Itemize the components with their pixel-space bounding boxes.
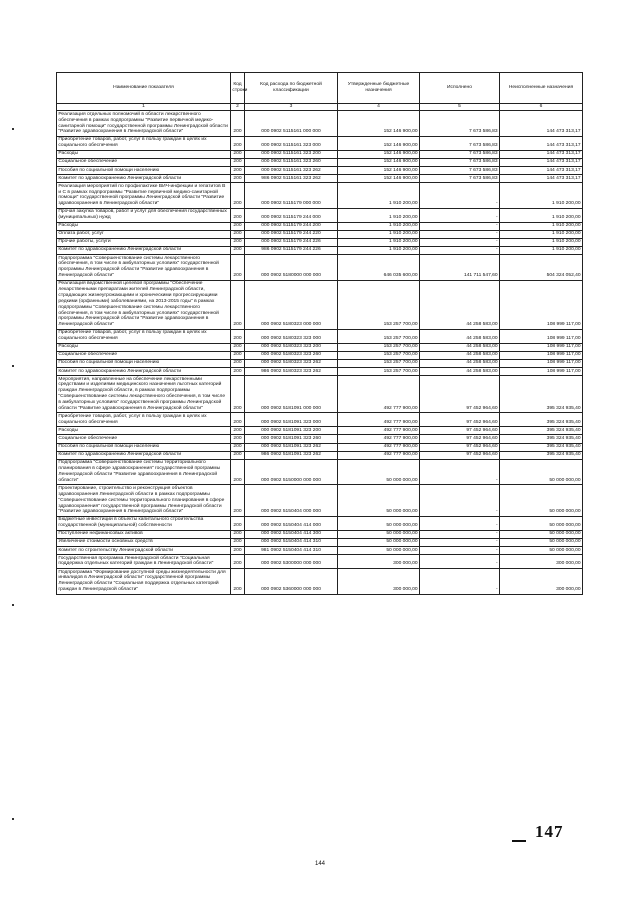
executed-amount-cell: - [420, 183, 500, 209]
expense-code-cell: 000 0902 5180323 323 000 [245, 329, 338, 343]
table-row [57, 459, 583, 485]
approved-amount-cell: 492 777 900,00 [338, 427, 420, 435]
line-code-cell: 200 [231, 158, 245, 166]
indicator-name-cell: Пособия по социальной помощи населению [57, 166, 231, 174]
indicator-name-cell: Мероприятия, направленные на обеспечение лекарственными средствами и изделиями медицинского назначения льготных категорий граждан Ленинградской области, в рамках подпрограммы "Совершенствование системы лекарственного обеспечения, в том числе в амбулаторных условиях" государственной программы Ленинградской области "Развитие здравоохранения в Ленинградской области" [57, 376, 231, 413]
expense-code-cell: 000 0902 5180323 323 260 [245, 351, 338, 359]
line-code-cell: 200 [231, 246, 245, 254]
approved-amount-cell: 153 257 700,00 [338, 280, 420, 329]
indicator-name-cell: Социальное обеспечение [57, 435, 231, 443]
approved-amount-cell: 492 777 900,00 [338, 435, 420, 443]
expense-code-cell: 000 0902 5360000 000 000 [245, 568, 338, 594]
approved-amount-cell: 50 000 000,00 [338, 459, 420, 485]
line-code-cell: 200 [231, 230, 245, 238]
expense-code-cell: 000 0902 5150404 414 000 [245, 516, 338, 530]
indicator-name-cell: Расходы [57, 343, 231, 351]
table-row [57, 367, 583, 375]
executed-amount-cell: - [420, 208, 500, 222]
executed-amount-cell: - [420, 568, 500, 594]
line-code-cell: 200 [231, 254, 245, 280]
executed-amount-cell: 7 673 586,83 [420, 166, 500, 174]
indicator-name-cell: Социальное обеспечение [57, 158, 231, 166]
executed-amount-cell: - [420, 485, 500, 517]
approved-amount-cell: 152 146 900,00 [338, 150, 420, 158]
line-code-cell: 200 [231, 136, 245, 150]
remaining-amount-cell: 50 000 000,00 [500, 538, 583, 546]
expense-code-cell: 000 0902 5115161 000 000 [245, 111, 338, 137]
indicator-name-cell: Реализация отдельных полномочий в области лекарственного обеспечения в рамках подпрограммы "Развитие первичной медико-санитарной помощи" государственной программы Ленинградской области "Развитие здравоохранения в Ленинградской области" [57, 111, 231, 137]
executed-amount-cell: - [420, 230, 500, 238]
executed-amount-cell: 44 258 583,00 [420, 351, 500, 359]
remaining-amount-cell: 395 324 935,40 [500, 413, 583, 427]
remaining-amount-cell: 144 473 313,17 [500, 166, 583, 174]
approved-amount-cell: 153 257 700,00 [338, 367, 420, 375]
executed-amount-cell: - [420, 546, 500, 554]
expense-code-cell: 986 0902 5180323 323 262 [245, 367, 338, 375]
approved-amount-cell: 50 000 000,00 [338, 516, 420, 530]
line-code-cell: 200 [231, 376, 245, 413]
remaining-amount-cell: 395 324 935,40 [500, 451, 583, 459]
table-row [57, 230, 583, 238]
remaining-amount-cell: 108 999 117,00 [500, 359, 583, 367]
line-code-cell: 200 [231, 530, 245, 538]
remaining-amount-cell: 144 473 313,17 [500, 175, 583, 183]
executed-amount-cell: 97 452 964,60 [420, 413, 500, 427]
line-code-cell: 200 [231, 111, 245, 137]
expense-code-cell: 000 0902 5115161 323 262 [245, 166, 338, 174]
table-row [57, 427, 583, 435]
executed-amount-cell: 7 673 586,83 [420, 175, 500, 183]
indicator-name-cell: Приобретение товаров, работ, услуг в пользу граждан в целях их социального обеспечения [57, 413, 231, 427]
remaining-amount-cell: 395 324 935,40 [500, 443, 583, 451]
line-code-cell: 200 [231, 459, 245, 485]
executed-amount-cell: - [420, 530, 500, 538]
table-row [57, 175, 583, 183]
indicator-name-cell: Расходы [57, 150, 231, 158]
table-row [57, 359, 583, 367]
approved-amount-cell: 153 257 700,00 [338, 359, 420, 367]
indicator-name-cell: Расходы [57, 427, 231, 435]
expense-code-cell: 000 0902 5115179 244 200 [245, 222, 338, 230]
remaining-amount-cell: 395 324 935,40 [500, 435, 583, 443]
table-row [57, 413, 583, 427]
column-number: 6 [500, 104, 583, 111]
header-approved: Утвержденные бюджетные назначения [338, 73, 420, 104]
executed-amount-cell: 44 258 583,00 [420, 280, 500, 329]
line-code-cell: 200 [231, 413, 245, 427]
line-code-cell: 200 [231, 208, 245, 222]
executed-amount-cell: - [420, 238, 500, 246]
remaining-amount-cell: 1 910 200,00 [500, 238, 583, 246]
table-row [57, 343, 583, 351]
remaining-amount-cell: 395 324 935,40 [500, 427, 583, 435]
approved-amount-cell: 1 910 200,00 [338, 208, 420, 222]
indicator-name-cell: Комитет по строительству Ленинградской области [57, 546, 231, 554]
margin-mark [12, 128, 14, 130]
indicator-name-cell: Реализация мероприятий по профилактике ВИЧ-инфекции и гепатитов В и С в рамках подпрограммы "Развитие первичной медико-санитарной помощи" государственной программы Ленинградской области "Развитие здравоохранения в Ленинградской области" [57, 183, 231, 209]
line-code-cell: 200 [231, 538, 245, 546]
executed-amount-cell: 44 258 583,00 [420, 343, 500, 351]
table-row [57, 538, 583, 546]
column-number: 4 [338, 104, 420, 111]
executed-amount-cell: - [420, 246, 500, 254]
remaining-amount-cell: 1 910 200,00 [500, 222, 583, 230]
remaining-amount-cell: 50 000 000,00 [500, 485, 583, 517]
remaining-amount-cell: 108 999 117,00 [500, 367, 583, 375]
approved-amount-cell: 1 910 200,00 [338, 222, 420, 230]
indicator-name-cell: Увеличение стоимости основных средств [57, 538, 231, 546]
line-code-cell: 200 [231, 150, 245, 158]
line-code-cell: 200 [231, 166, 245, 174]
executed-amount-cell: 97 452 964,60 [420, 435, 500, 443]
table-row [57, 435, 583, 443]
approved-amount-cell: 492 777 900,00 [338, 376, 420, 413]
indicator-name-cell: Прочие работы, услуги [57, 238, 231, 246]
remaining-amount-cell: 50 000 000,00 [500, 459, 583, 485]
expense-code-cell: 000 0902 5180323 323 200 [245, 343, 338, 351]
margin-mark [12, 818, 14, 820]
line-code-cell: 200 [231, 443, 245, 451]
indicator-name-cell: Подпрограмма "Совершенствование системы территориального планирования в сфере здравоохранения" государственной программы Ленинградской области "Развитие здравоохранения в Ленинградской области" [57, 459, 231, 485]
expense-code-cell: 000 0902 5150404 414 300 [245, 530, 338, 538]
table-row [57, 280, 583, 329]
header-expense-code: Код расхода по бюджетной классификации [245, 73, 338, 104]
line-code-cell: 200 [231, 435, 245, 443]
executed-amount-cell: 7 673 586,83 [420, 158, 500, 166]
line-code-cell: 200 [231, 329, 245, 343]
remaining-amount-cell: 144 473 313,17 [500, 111, 583, 137]
approved-amount-cell: 152 146 900,00 [338, 158, 420, 166]
executed-amount-cell: - [420, 459, 500, 485]
table-row [57, 516, 583, 530]
remaining-amount-cell: 144 473 313,17 [500, 150, 583, 158]
stamp-dash [512, 840, 526, 842]
approved-amount-cell: 152 146 900,00 [338, 111, 420, 137]
expense-code-cell: 000 0902 5115161 323 260 [245, 158, 338, 166]
line-code-cell: 200 [231, 555, 245, 569]
line-code-cell: 200 [231, 568, 245, 594]
expense-code-cell: 000 0902 5181091 323 262 [245, 443, 338, 451]
remaining-amount-cell: 300 000,00 [500, 555, 583, 569]
approved-amount-cell: 300 000,00 [338, 568, 420, 594]
remaining-amount-cell: 50 000 000,00 [500, 516, 583, 530]
expense-code-cell: 000 0902 5181091 323 260 [245, 435, 338, 443]
indicator-name-cell: Реализация ведомственной целевой программы "Обеспечение лекарственными препаратами жителей Ленинградской области, страдающих жизнеугрожающими и хроническими прогрессирующими редкими (орфанными) заболеваниями, на 2013-2015 годы" в рамках подпрограммы "Совершенствование системы лекарственного обеспечения, в том числе в амбулаторных условиях" государственной программы Ленинградской области "Развитие здравоохранения в Ленинградской области" [57, 280, 231, 329]
executed-amount-cell: - [420, 538, 500, 546]
line-code-cell: 200 [231, 238, 245, 246]
approved-amount-cell: 153 257 700,00 [338, 343, 420, 351]
indicator-name-cell: Проектирование, строительство и реконструкция объектов здравоохранения Ленинградской области в рамках подпрограммы "Совершенствование системы территориального планирования в сфере здравоохранения" государственной программы Ленинградской области "Развитие здравоохранения в Ленинградской области" [57, 485, 231, 517]
table-row [57, 111, 583, 137]
expense-code-cell: 000 0902 5115179 244 000 [245, 208, 338, 222]
expense-code-cell: 000 0902 5115179 244 220 [245, 230, 338, 238]
remaining-amount-cell: 108 999 117,00 [500, 343, 583, 351]
approved-amount-cell: 50 000 000,00 [338, 546, 420, 554]
line-code-cell: 200 [231, 280, 245, 329]
line-code-cell: 200 [231, 367, 245, 375]
header-executed: Исполнено [420, 73, 500, 104]
executed-amount-cell: 141 711 547,60 [420, 254, 500, 280]
remaining-amount-cell: 504 324 052,40 [500, 254, 583, 280]
column-number: 3 [245, 104, 338, 111]
approved-amount-cell: 1 910 200,00 [338, 183, 420, 209]
approved-amount-cell: 50 000 000,00 [338, 538, 420, 546]
line-code-cell: 200 [231, 175, 245, 183]
remaining-amount-cell: 108 999 117,00 [500, 329, 583, 343]
indicator-name-cell: Социальное обеспечение [57, 351, 231, 359]
indicator-name-cell: Приобретение товаров, работ, услуг в пользу граждан в целях их социального обеспечения [57, 136, 231, 150]
table-row [57, 568, 583, 594]
table-row [57, 183, 583, 209]
executed-amount-cell: - [420, 222, 500, 230]
indicator-name-cell: Бюджетные инвестиции в объекты капитального строительства государственной (муниципальной) собственности [57, 516, 231, 530]
indicator-name-cell: Комитет по здравоохранению Ленинградской области [57, 246, 231, 254]
indicator-name-cell: Подпрограмма "Совершенствование системы лекарственного обеспечения, в том числе в амбулаторных условиях" государственной программы Ленинградской области "Развитие здравоохранения в Ленинградской области" [57, 254, 231, 280]
column-number-row [57, 104, 583, 111]
expense-code-cell: 000 0902 5115161 323 200 [245, 150, 338, 158]
approved-amount-cell: 50 000 000,00 [338, 485, 420, 517]
table-row [57, 222, 583, 230]
page-number: 144 [314, 861, 325, 867]
expense-code-cell: 000 0902 5181091 323 200 [245, 427, 338, 435]
remaining-amount-cell: 1 910 200,00 [500, 208, 583, 222]
executed-amount-cell: 44 258 583,00 [420, 329, 500, 343]
line-code-cell: 200 [231, 546, 245, 554]
remaining-amount-cell: 50 000 000,00 [500, 546, 583, 554]
remaining-amount-cell: 1 910 200,00 [500, 230, 583, 238]
remaining-amount-cell: 1 910 200,00 [500, 246, 583, 254]
expense-code-cell: 000 0902 5181091 000 000 [245, 376, 338, 413]
table-row [57, 158, 583, 166]
approved-amount-cell: 1 910 200,00 [338, 246, 420, 254]
table-row [57, 166, 583, 174]
line-code-cell: 200 [231, 485, 245, 517]
remaining-amount-cell: 144 473 313,17 [500, 136, 583, 150]
header-line-code: Код строки [231, 73, 245, 104]
column-number: 2 [231, 104, 245, 111]
table-row [57, 136, 583, 150]
expense-code-cell: 000 0902 5180323 000 000 [245, 280, 338, 329]
table-row [57, 376, 583, 413]
executed-amount-cell: - [420, 555, 500, 569]
indicator-name-cell: Комитет по здравоохранению Ленинградской области [57, 367, 231, 375]
executed-amount-cell: 7 673 586,83 [420, 111, 500, 137]
expense-code-cell: 000 0902 5115179 244 226 [245, 238, 338, 246]
remaining-amount-cell: 108 999 117,00 [500, 280, 583, 329]
expense-code-cell: 986 0902 5115179 244 226 [245, 246, 338, 254]
indicator-name-cell: Пособия по социальной помощи населению [57, 359, 231, 367]
table-header-row [57, 73, 583, 104]
approved-amount-cell: 300 000,00 [338, 555, 420, 569]
line-code-cell: 200 [231, 451, 245, 459]
expense-code-cell: 986 0902 5181091 323 262 [245, 451, 338, 459]
handwritten-page-stamp: 147 [535, 822, 564, 841]
line-code-cell: 200 [231, 516, 245, 530]
approved-amount-cell: 1 910 200,00 [338, 230, 420, 238]
approved-amount-cell: 153 257 700,00 [338, 351, 420, 359]
table-row [57, 451, 583, 459]
line-code-cell: 200 [231, 343, 245, 351]
approved-amount-cell: 492 777 900,00 [338, 443, 420, 451]
remaining-amount-cell: 1 910 200,00 [500, 183, 583, 209]
table-body [57, 111, 583, 594]
expense-code-cell: 000 0902 5150000 000 000 [245, 459, 338, 485]
line-code-cell: 200 [231, 359, 245, 367]
approved-amount-cell: 152 146 900,00 [338, 166, 420, 174]
indicator-name-cell: Государственная программа Ленинградской области "Социальная поддержка отдельных категорий граждан в Ленинградской области" [57, 555, 231, 569]
table-row [57, 238, 583, 246]
approved-amount-cell: 152 146 900,00 [338, 175, 420, 183]
approved-amount-cell: 492 777 900,00 [338, 413, 420, 427]
column-number: 5 [420, 104, 500, 111]
table-row [57, 150, 583, 158]
approved-amount-cell: 646 035 600,00 [338, 254, 420, 280]
expense-code-cell: 000 0902 5150404 414 310 [245, 538, 338, 546]
remaining-amount-cell: 50 000 000,00 [500, 530, 583, 538]
indicator-name-cell: Пособия по социальной помощи населению [57, 443, 231, 451]
margin-mark [12, 604, 14, 606]
remaining-amount-cell: 300 000,00 [500, 568, 583, 594]
table-row [57, 208, 583, 222]
approved-amount-cell: 492 777 900,00 [338, 451, 420, 459]
expense-code-cell: 000 0902 5180323 323 262 [245, 359, 338, 367]
table-row [57, 546, 583, 554]
budget-execution-table [56, 72, 583, 595]
indicator-name-cell: Подпрограмма "Формирование доступной среды жизнедеятельности для инвалидов в Ленинградской области" государственной программы Ленинградской области "Социальная поддержка отдельных категорий граждан в Ленинградской области" [57, 568, 231, 594]
approved-amount-cell: 153 257 700,00 [338, 329, 420, 343]
indicator-name-cell: Оплата работ, услуг [57, 230, 231, 238]
expense-code-cell: 000 0902 5300000 000 000 [245, 555, 338, 569]
executed-amount-cell: 7 673 586,83 [420, 136, 500, 150]
remaining-amount-cell: 395 324 935,40 [500, 376, 583, 413]
executed-amount-cell: 97 452 964,60 [420, 443, 500, 451]
expense-code-cell: 000 0902 5180000 000 000 [245, 254, 338, 280]
executed-amount-cell: 44 258 583,00 [420, 367, 500, 375]
line-code-cell: 200 [231, 222, 245, 230]
table-row [57, 443, 583, 451]
executed-amount-cell: - [420, 516, 500, 530]
indicator-name-cell: Комитет по здравоохранению Ленинградской области [57, 451, 231, 459]
executed-amount-cell: 97 452 964,60 [420, 427, 500, 435]
indicator-name-cell: Приобретение товаров, работ, услуг в пользу граждан в целях их социального обеспечения [57, 329, 231, 343]
executed-amount-cell: 44 258 583,00 [420, 359, 500, 367]
table-row [57, 555, 583, 569]
table-row [57, 246, 583, 254]
column-number: 1 [57, 104, 231, 111]
header-indicator-name: Наименование показателя [57, 73, 231, 104]
expense-code-cell: 981 0902 5150404 414 310 [245, 546, 338, 554]
table-row [57, 254, 583, 280]
indicator-name-cell: Поступление нефинансовых активов [57, 530, 231, 538]
expense-code-cell: 000 0902 5115179 000 000 [245, 183, 338, 209]
indicator-name-cell: Комитет по здравоохранению Ленинградской области [57, 175, 231, 183]
table-row [57, 485, 583, 517]
executed-amount-cell: 97 452 964,60 [420, 451, 500, 459]
line-code-cell: 200 [231, 183, 245, 209]
margin-mark [12, 365, 14, 367]
approved-amount-cell: 1 910 200,00 [338, 238, 420, 246]
table-row [57, 329, 583, 343]
executed-amount-cell: 97 452 964,60 [420, 376, 500, 413]
table-row [57, 530, 583, 538]
indicator-name-cell: Прочая закупка товаров, работ и услуг для обеспечения государственных (муниципальных) нужд [57, 208, 231, 222]
expense-code-cell: 000 0902 5181091 323 000 [245, 413, 338, 427]
approved-amount-cell: 152 146 900,00 [338, 136, 420, 150]
indicator-name-cell: Расходы [57, 222, 231, 230]
line-code-cell: 200 [231, 351, 245, 359]
expense-code-cell: 986 0902 5115161 323 262 [245, 175, 338, 183]
remaining-amount-cell: 108 999 117,00 [500, 351, 583, 359]
executed-amount-cell: 7 673 586,83 [420, 150, 500, 158]
expense-code-cell: 000 0902 5150404 000 000 [245, 485, 338, 517]
expense-code-cell: 000 0902 5115161 323 000 [245, 136, 338, 150]
line-code-cell: 200 [231, 427, 245, 435]
approved-amount-cell: 50 000 000,00 [338, 530, 420, 538]
table-row [57, 351, 583, 359]
header-remaining: Неисполненные назначения [500, 73, 583, 104]
remaining-amount-cell: 144 473 313,17 [500, 158, 583, 166]
